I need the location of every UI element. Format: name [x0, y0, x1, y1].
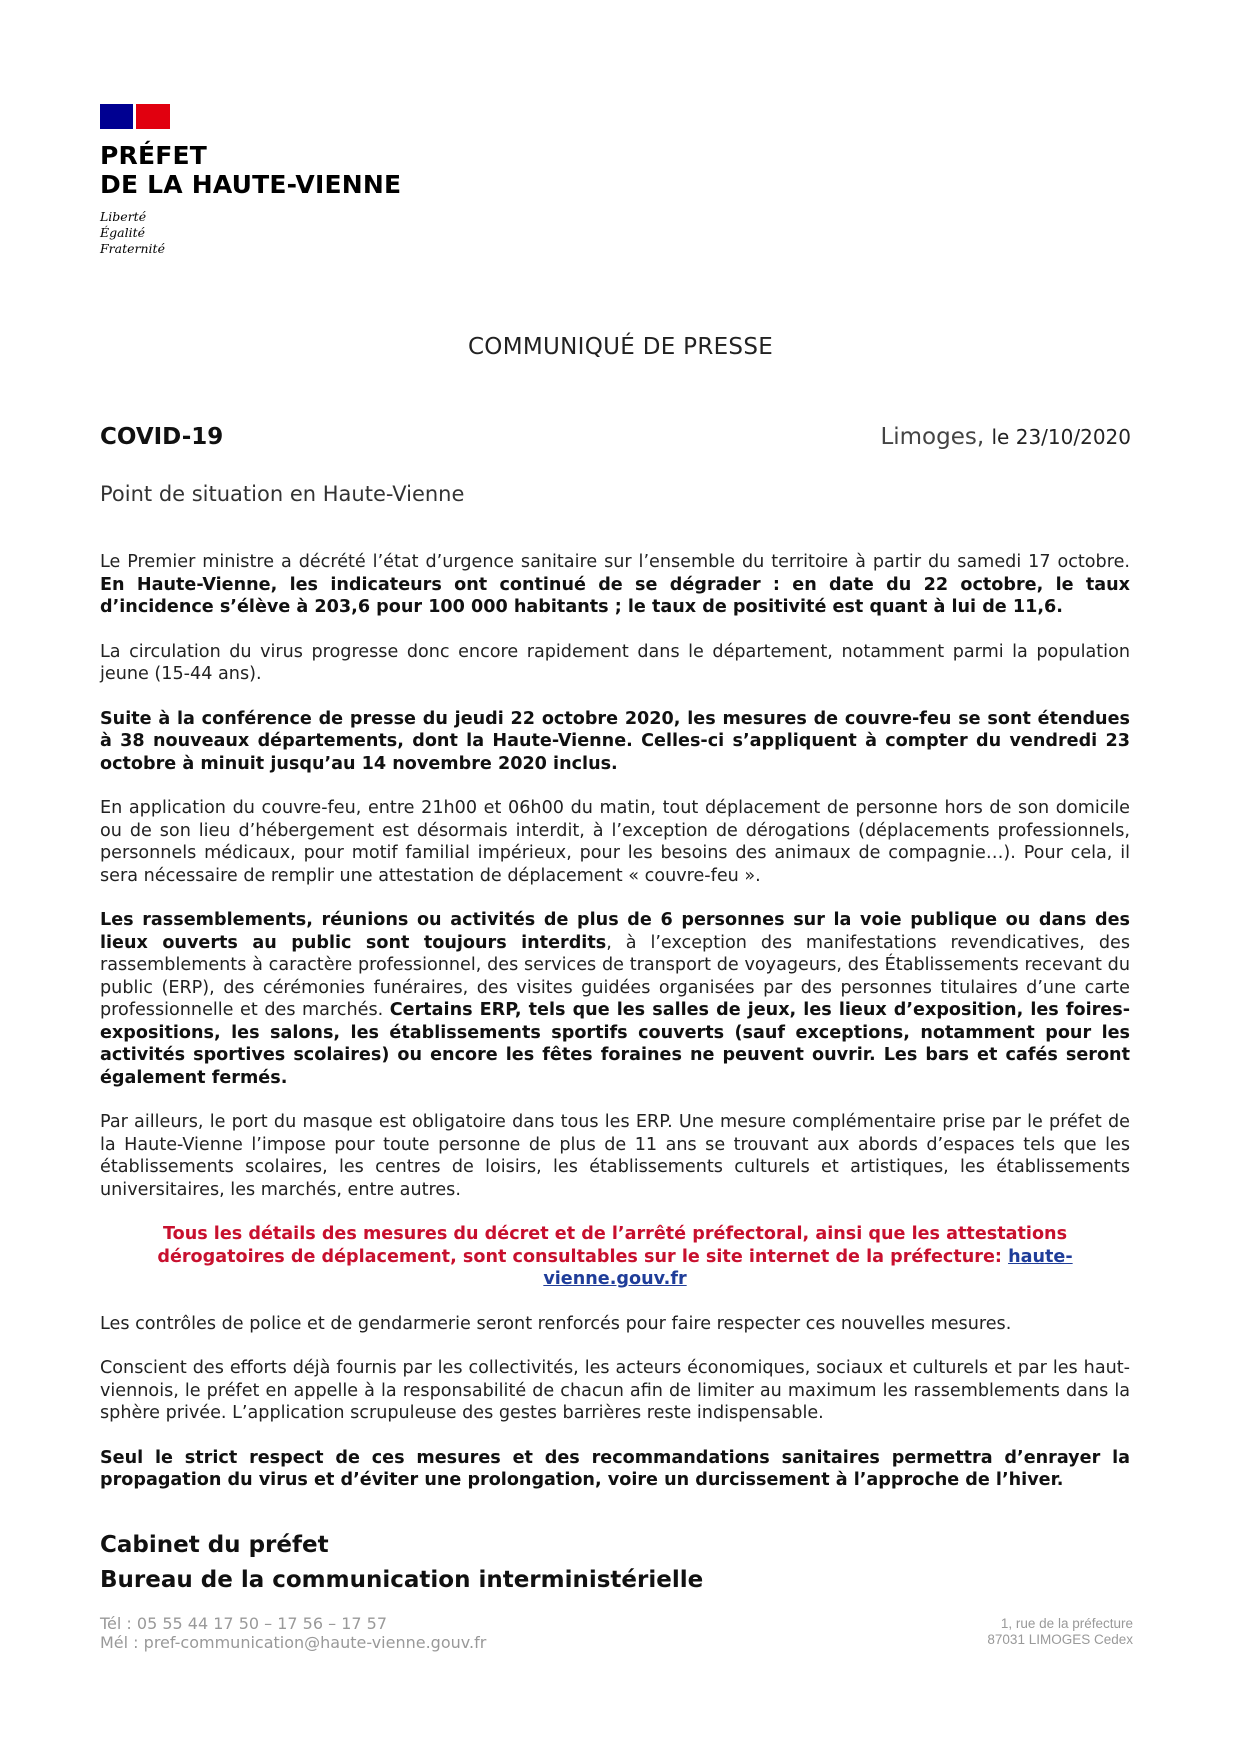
prefet-title	[100, 141, 401, 199]
signature-bureau: Bureau de la communication interministérielle	[100, 1567, 704, 1593]
motto-fraternite: Fraternité	[100, 241, 165, 256]
contact-info	[100, 1614, 486, 1652]
document-type: COMMUNIQUÉ DE PRESSE	[467, 334, 774, 360]
paragraph-5	[100, 909, 1130, 1089]
paragraph-9: Conscient des efforts déjà fournis par les collectivités, les acteurs économiques, sociaux et culturels et par les haut-viennois, le préfet en appelle à la responsabilité de chacun afin de limiter au maximum les rassemblements dans la sphère privée. L’application scrupuleuse des gestes barrières reste indispensable.	[100, 1358, 1130, 1423]
p1-indicators: En Haute-Vienne, les indicateurs ont continué de se dégrader : en date du 22 octobre, le taux d’incidence s’élève à 203,6 pour 100 000 habitants ; le taux de positivité est quant à lui de 11,6.	[100, 574, 1130, 617]
signature	[100, 1528, 703, 1598]
paragraph-2: La circulation du virus progresse donc encore rapidement dans le département, notamment parmi la population jeune (15-44 ans).	[100, 641, 1130, 684]
signature-cabinet: Cabinet du préfet	[100, 1532, 329, 1558]
address-city: 87031 LIMOGES Cedex	[987, 1632, 1133, 1647]
dateline-city: Limoges,	[880, 424, 985, 450]
topic-title: COVID-19	[100, 424, 224, 450]
paragraph-10: Seul le strict respect de ces mesures et des recommandations sanitaires permettra d’enrayer la propagation du virus et d’éviter une prolongation, voire un durcissement à l’approche de l’hiver.	[100, 1447, 1130, 1490]
dateline	[880, 424, 1131, 450]
subtitle: Point de situation en Haute-Vienne	[100, 482, 465, 506]
paragraph-8: Les contrôles de police et de gendarmerie seront renforcés pour faire respecter ces nouvelles mesures.	[100, 1313, 1012, 1334]
paragraph-6: Par ailleurs, le port du masque est obligatoire dans tous les ERP. Une mesure complémentaire prise par le préfet de la Haute-Vienne l’impose pour toute personne de plus de 11 ans se trouvant aux abords d’espaces tels que les établissements scolaires, les centres de loisirs, les établissements culturels et artistiques, les établissements universitaires, les marchés, entre autres.	[100, 1112, 1130, 1200]
republic-motto	[100, 209, 401, 257]
prefet-title-line1: PRÉFET	[100, 141, 208, 170]
paragraph-3: Suite à la conférence de presse du jeudi 22 octobre 2020, les mesures de couvre-feu se sont étendues à 38 nouveaux départements, dont la Haute-Vienne. Celles-ci s’appliquent à compter du vendredi 23 octobre à minuit jusqu’au 14 novembre 2020 inclus.	[100, 708, 1130, 774]
marianne-flag-icon	[100, 104, 170, 129]
prefecture-website-link[interactable]: haute-vienne.gouv.fr	[543, 1246, 1073, 1289]
p5-gatherings: Les rassemblements, réunions ou activités de plus de 6 personnes sur la voie publique ou dans des lieux ouverts au public sont toujours interdits	[100, 910, 1130, 953]
paragraph-1	[100, 551, 1130, 619]
paragraph-4: En application du couvre-feu, entre 21h00 et 06h00 du matin, tout déplacement de personne hors de son domicile ou de son lieu d’hébergement est désormais interdit, à l’exception de dérogations (déplacements professionnels, personnels médicaux, pour motif familial impérieux, pour les besoins des animaux de compagnie…). Pour cela, il sera nécessaire de remplir une attestation de déplacement « couvre-feu ».	[100, 798, 1130, 886]
paragraph-7-notice	[100, 1223, 1130, 1291]
motto-egalite: Égalité	[100, 225, 145, 240]
dateline-date: le 23/10/2020	[991, 425, 1131, 449]
press-release-body	[100, 551, 1130, 1514]
prefet-logo	[100, 104, 401, 257]
p5-exceptions: , à l’exception des manifestations revendicatives, des rassemblements à caractère professionnel, des services de transport de voyageurs, des Établissements recevant du public (ERP), des cérémonies funéraires, des visites guidées organisées par des personnes titulaires d’une carte professionnelle et des marchés.	[100, 932, 1130, 1020]
contact-email: Mél : pref-communication@haute-vienne.gouv.fr	[100, 1633, 487, 1652]
contact-phone: Tél : 05 55 44 17 50 – 17 56 – 17 57	[100, 1614, 387, 1633]
address-street: 1, rue de la préfecture	[1000, 1616, 1133, 1631]
p7-notice-text: Tous les détails des mesures du décret et de l’arrêté préfectoral, ainsi que les attestations dérogatoires de déplacement, sont consultables sur le site internet de la préfecture:	[157, 1224, 1068, 1267]
prefet-title-line2: DE LA HAUTE-VIENNE	[100, 170, 402, 199]
motto-liberte: Liberté	[100, 209, 147, 224]
p5-erp-closures: Certains ERP, tels que les salles de jeux, les lieux d’exposition, les foires-expositions, les salons, les établissements sportifs couverts (sauf exceptions, notamment pour les activités sportives scolaires) ou encore les fêtes foraines ne peuvent ouvrir. Les bars et cafés seront également fermés.	[100, 1000, 1130, 1088]
postal-address	[987, 1616, 1133, 1648]
p1-intro: Le Premier ministre a décrété l’état d’urgence sanitaire sur l’ensemble du territoire à partir du samedi 17 octobre.	[100, 552, 1130, 572]
